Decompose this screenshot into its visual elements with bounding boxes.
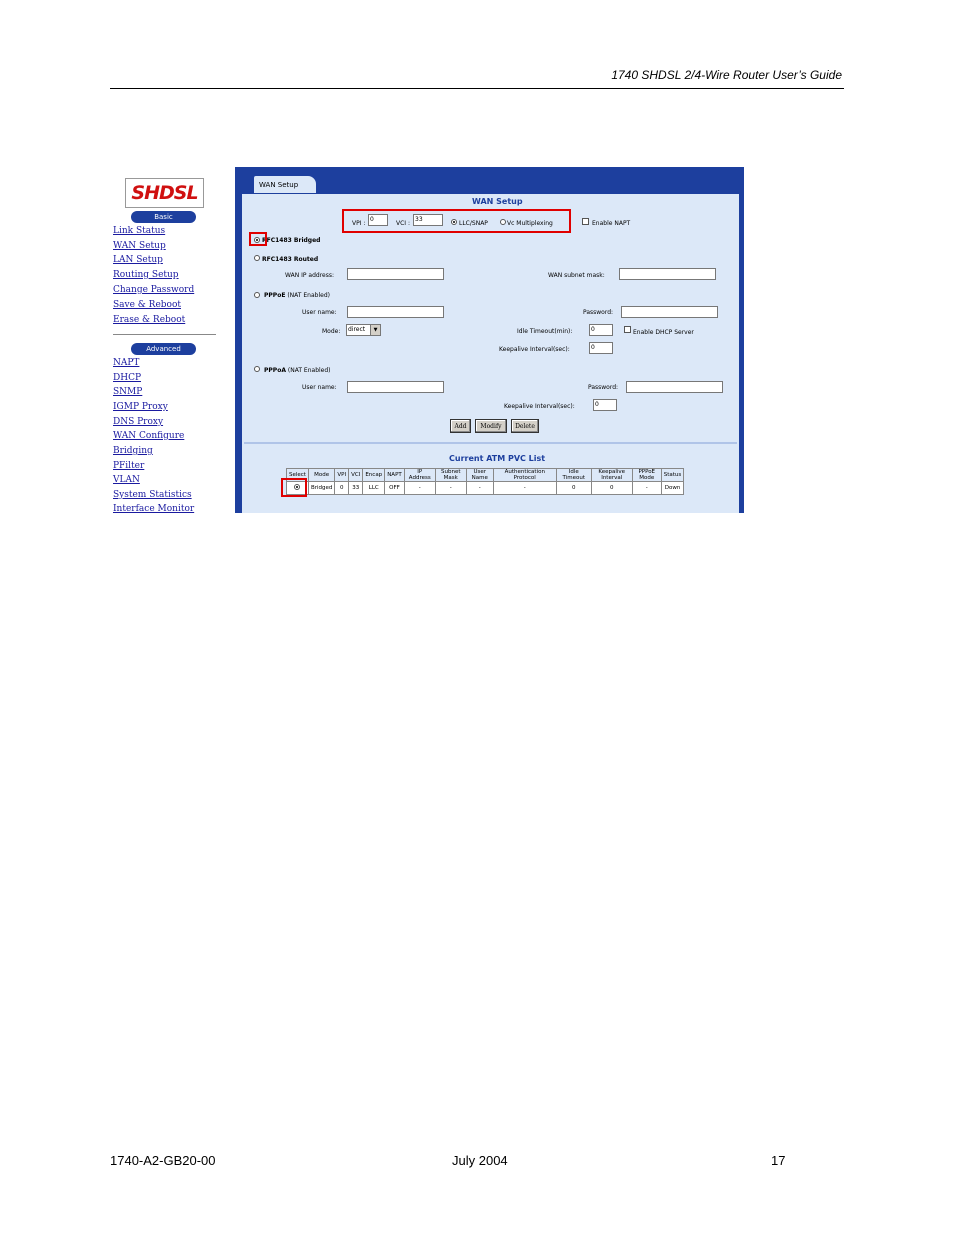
section-divider — [244, 442, 737, 444]
add-button[interactable]: Add — [450, 419, 471, 433]
cell-auth-protocol: - — [493, 482, 556, 495]
pppoe-username-input[interactable] — [347, 306, 444, 318]
highlight-box-vpi-vci — [342, 209, 571, 233]
chevron-down-icon: ▼ — [370, 325, 380, 335]
nav-dns-proxy[interactable]: DNS Proxy — [113, 417, 164, 427]
pvc-table-header — [287, 469, 684, 482]
nav-change-password[interactable]: Change Password — [113, 285, 195, 295]
pppoa-label: PPPoA — [264, 367, 286, 374]
header-rule — [110, 88, 844, 89]
nav-lan-setup[interactable]: LAN Setup — [113, 255, 163, 265]
pppoe-keepalive-input[interactable]: 0 — [589, 342, 613, 354]
nav-pfilter[interactable]: PFilter — [113, 461, 145, 471]
llc-snap-label: LLC/SNAP — [459, 220, 488, 227]
col-vci: VCI — [349, 469, 363, 482]
nav-igmp-proxy[interactable]: IGMP Proxy — [113, 402, 168, 412]
advanced-section-pill: Advanced — [131, 343, 196, 355]
logo-text: SHDSL — [131, 182, 198, 204]
mode-label: Mode: — [322, 328, 341, 335]
enable-napt-checkbox[interactable] — [582, 218, 589, 225]
col-ip-address: IP Address — [404, 469, 435, 482]
pppoa-password-label: Password: — [588, 384, 619, 391]
delete-button[interactable]: Delete — [511, 419, 539, 433]
cell-ip-address: - — [404, 482, 435, 495]
pppoe-password-label: Password: — [583, 309, 614, 316]
pppoe-username-label: User name: — [302, 309, 337, 316]
nav-dhcp[interactable]: DHCP — [113, 373, 142, 383]
shdsl-logo — [125, 178, 204, 208]
cell-keepalive: 0 — [591, 482, 632, 495]
vc-mux-label: Vc Multiplexing — [507, 220, 553, 227]
col-select: Select — [287, 469, 309, 482]
col-mode: Mode — [308, 469, 334, 482]
idle-timeout-label: Idle Timeout(min): — [517, 328, 573, 335]
wan-ip-label: WAN IP address: — [285, 272, 334, 279]
basic-section-pill: Basic — [131, 211, 196, 223]
wan-ip-input[interactable] — [347, 268, 444, 280]
col-encap: Encap — [363, 469, 385, 482]
footer-page-number: 17 — [771, 1153, 786, 1168]
pvc-table — [286, 468, 684, 495]
nav-napt[interactable]: NAPT — [113, 358, 140, 368]
form-title: WAN Setup — [472, 197, 523, 206]
highlight-box-bridged — [249, 232, 267, 246]
col-user-name: User Name — [466, 469, 493, 482]
nav-erase-reboot[interactable]: Erase & Reboot — [113, 315, 186, 325]
cell-napt: OFF — [385, 482, 405, 495]
vpi-input[interactable]: 0 — [368, 214, 388, 226]
col-vpi: VPI — [335, 469, 349, 482]
header-title: 1740 SHDSL 2/4-Wire Router User’s Guide — [611, 68, 842, 82]
pppoe-radio[interactable] — [254, 292, 260, 298]
wan-setup-form — [242, 194, 739, 513]
footer-date: July 2004 — [452, 1153, 508, 1168]
cell-encap: LLC — [363, 482, 385, 495]
cell-subnet-mask: - — [435, 482, 466, 495]
wan-mask-label: WAN subnet mask: — [548, 272, 605, 279]
modify-button[interactable]: Modify — [475, 419, 507, 433]
pppoe-note: (NAT Enabled) — [287, 292, 330, 299]
pppoe-label: PPPoE — [264, 292, 286, 299]
pppoe-password-input[interactable] — [621, 306, 718, 318]
nav-interface-monitor[interactable]: Interface Monitor — [113, 504, 195, 513]
col-idle-timeout: Idle Timeout — [556, 469, 591, 482]
cell-vci: 33 — [349, 482, 363, 495]
pppoa-note: (NAT Enabled) — [287, 367, 331, 374]
nav-routing-setup[interactable]: Routing Setup — [113, 270, 179, 280]
sidebar — [110, 167, 235, 513]
mode-select[interactable] — [346, 324, 381, 336]
nav-snmp[interactable]: SNMP — [113, 387, 143, 397]
nav-bridging[interactable]: Bridging — [113, 446, 153, 456]
vci-label: VCI : — [396, 220, 410, 227]
rfc-routed-radio[interactable] — [254, 255, 260, 261]
col-napt: NAPT — [385, 469, 405, 482]
nav-wan-setup[interactable]: WAN Setup — [113, 241, 166, 251]
pppoa-password-input[interactable] — [626, 381, 723, 393]
cell-status: Down — [661, 482, 684, 495]
nav-system-statistics[interactable]: System Statistics — [113, 490, 192, 500]
cell-vpi: 0 — [335, 482, 349, 495]
col-keepalive: Keepalive Interval — [591, 469, 632, 482]
pppoa-username-input[interactable] — [347, 381, 444, 393]
table-row[interactable] — [287, 482, 684, 495]
pvc-list-title: Current ATM PVC List — [449, 454, 546, 463]
enable-dhcp-label: Enable DHCP Server — [633, 329, 694, 336]
sidebar-divider — [113, 334, 216, 335]
footer-doc-id: 1740-A2-GB20-00 — [110, 1153, 216, 1168]
nav-link-status[interactable]: Link Status — [113, 226, 166, 236]
rfc-routed-label: RFC1483 Routed — [262, 256, 319, 263]
router-screenshot — [110, 167, 744, 513]
enable-napt-label: Enable NAPT — [592, 220, 631, 227]
cell-user-name: - — [466, 482, 493, 495]
col-status: Status — [661, 469, 684, 482]
cell-idle-timeout: 0 — [556, 482, 591, 495]
vpi-label: VPI : — [352, 220, 366, 227]
nav-save-reboot[interactable]: Save & Reboot — [113, 300, 181, 310]
pppoa-keepalive-input[interactable]: 0 — [593, 399, 617, 411]
cell-mode: Bridged — [308, 482, 334, 495]
col-pppoe-mode: PPPoE Mode — [632, 469, 661, 482]
pppoa-keepalive-label: Keepalive Interval(sec): — [504, 403, 575, 410]
rfc-bridged-label: RFC1483 Bridged — [262, 237, 321, 244]
col-auth-protocol: Authentication Protocol — [493, 469, 556, 482]
pppoe-keepalive-label: Keepalive Interval(sec): — [499, 346, 570, 353]
mode-select-value: direct — [348, 326, 366, 333]
idle-timeout-input[interactable]: 0 — [589, 324, 613, 336]
tab-wan-setup[interactable]: WAN Setup — [254, 176, 316, 193]
cell-pppoe-mode: - — [632, 482, 661, 495]
enable-dhcp-checkbox[interactable] — [624, 326, 631, 333]
nav-wan-configure[interactable]: WAN Configure — [113, 431, 185, 441]
vci-input[interactable]: 33 — [413, 214, 443, 226]
pppoa-username-label: User name: — [302, 384, 337, 391]
wan-mask-input[interactable] — [619, 268, 716, 280]
pppoa-group — [264, 367, 331, 374]
nav-vlan[interactable]: VLAN — [113, 475, 140, 485]
col-subnet-mask: Subnet Mask — [435, 469, 466, 482]
highlight-box-select — [281, 478, 307, 497]
pppoe-group — [264, 292, 330, 299]
pppoa-radio[interactable] — [254, 366, 260, 372]
